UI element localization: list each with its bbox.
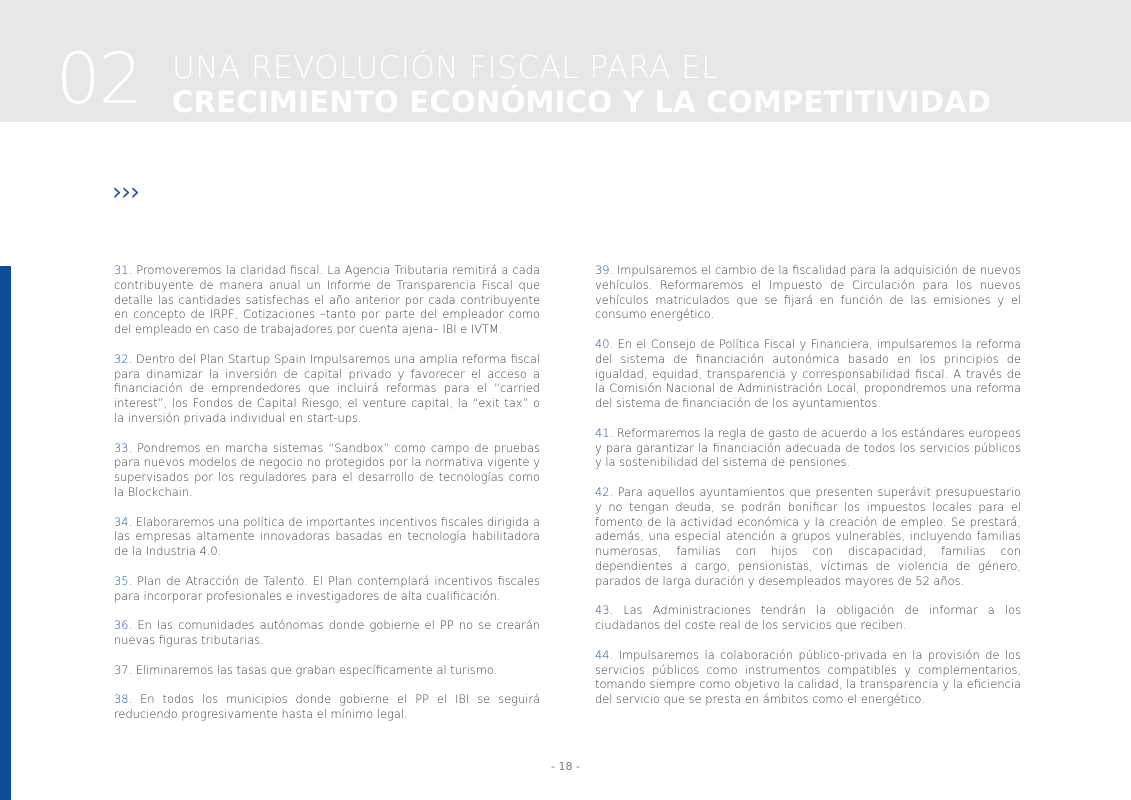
section-title-line-2: CRECIMIENTO ECONÓMICO Y LA COMPETITIVIDAD [172, 85, 992, 119]
item-number: 33. [114, 440, 133, 455]
section-title-line-1: UNA REVOLUCIÓN FISCAL PARA EL [172, 50, 720, 86]
list-item [114, 692, 540, 722]
list-item [114, 515, 540, 559]
list-item [114, 618, 540, 648]
item-text: Impulsaremos el cambio de la fiscalidad para la adquisición de nuevos vehículos. Reformaremos el Impuesto de Circulación para los nuevos vehículos matriculados que se fijará en función de las emisiones y el consumo energético. [595, 263, 1021, 322]
page-number: - 18 - [551, 760, 580, 773]
right-column [595, 263, 1021, 722]
list-item [595, 337, 1021, 411]
list-item [114, 574, 540, 604]
list-item [114, 263, 540, 337]
item-text: Para aquellos ayuntamientos que presenten superávit presupuestario y no tengan deuda, se podrán bonificar los impuestos locales para el fomento de la actividad económica y la creación de empleo. Se prestará, además, una especial atención a grupos vulnerables, incluyendo familias numerosas, familias con hijos con discapacidad, familias con dependientes a cargo, pensionistas, víctimas de violencia de género, parados de larga duración y desempleados mayores de 52 años. [595, 484, 1022, 588]
list-item [114, 352, 540, 426]
item-text: Promoveremos la claridad fiscal. La Agencia Tributaria remitirá a cada contribuyente de manera anual un Informe de Transparencia Fiscal que detalle las cantidades satisfechas el año anterior por cada contribuyente en concepto de IRPF, Cotizaciones –tanto por parte del empleador como del empleado en caso de trabajadores por cuenta ajena– IBI e IVTM. [114, 263, 540, 337]
list-item [595, 603, 1021, 633]
list-item [595, 263, 1021, 322]
section-number: 02 [56, 38, 142, 120]
item-text: En todos los municipios donde gobierne el PP el IBI se seguirá reduciendo progresivamente hasta el mínimo legal. [114, 692, 540, 721]
side-accent-bar [0, 266, 11, 800]
list-item [114, 441, 540, 500]
item-text: Las Administraciones tendrán la obligación de informar a los ciudadanos del coste real de los servicios que reciben. [595, 603, 1022, 633]
item-text: En el Consejo de Política Fiscal y Financiera, impulsaremos la reforma del sistema de financiación autonómica basado en los principios de igualdad, equidad, transparencia y corresponsabilidad fiscal. A través de la Comisión Nacional de Administración Local, propondremos una reforma del sistema de financiación de los ayuntamientos. [595, 336, 1022, 411]
item-number: 42. [595, 484, 614, 499]
item-number: 34. [114, 514, 133, 529]
item-number: 41. [595, 425, 614, 440]
list-item [595, 485, 1021, 589]
page-header [0, 0, 1131, 122]
item-number: 32. [114, 351, 133, 366]
chevrons-icon: ››› [112, 177, 139, 206]
item-text: Impulsaremos la colaboración público-privada en la provisión de los servicios públicos como instrumentos compatibles y complementarios, tomando siempre como objetivo la calidad, la transparencia y la eficiencia del servicio que se presta en ámbitos como el energético. [595, 647, 1022, 707]
list-item [114, 663, 540, 678]
item-number: 35. [114, 573, 133, 588]
item-text: Elaboraremos una política de importantes incentivos fiscales dirigida a las empresas altamente innovadoras basadas en tecnología habilitadora de la Industria 4.0. [114, 514, 540, 559]
list-item [595, 426, 1021, 470]
item-text: Pondremos en marcha sistemas “Sandbox” como campo de pruebas para nuevos modelos de negocio no protegidos por la normativa vigente y supervisados por los reguladores para el desarrollo de tecnologías como la Blockchain. [114, 440, 540, 499]
item-number: 44. [595, 647, 614, 662]
item-text: En las comunidades autónomas donde gobierne el PP no se crearán nuevas figuras tributarias. [114, 618, 540, 647]
list-item [595, 648, 1021, 707]
item-number: 40. [595, 336, 614, 351]
left-column [114, 263, 540, 737]
item-number: 43. [595, 603, 614, 618]
item-number: 38. [114, 692, 133, 707]
item-text: Dentro del Plan Startup Spain Impulsaremos una amplia reforma fiscal para dinamizar la inversión de capital privado y favorecer el acceso a financiación de emprendedores que incluirá reformas para el “carried interest”, los Fondos de Capital Riesgo, el venture capital, la “exit tax” o la inversión privada individual en start-ups. [114, 351, 540, 425]
item-text: Plan de Atracción de Talento. El Plan contemplará incentivos fiscales para incorporar profesionales e investigadores de alta cualificación. [114, 573, 540, 603]
item-number: 39. [595, 263, 614, 277]
item-number: 36. [114, 618, 133, 633]
item-number: 31. [114, 263, 133, 277]
item-number: 37. [114, 662, 133, 677]
item-text: Reformaremos la regla de gasto de acuerdo a los estándares europeos y para garantizar la financiación adecuada de todos los servicios públicos y la sostenibilidad del sistema de pensiones. [595, 425, 1021, 470]
item-text: Eliminaremos las tasas que graban específicamente al turismo. [135, 662, 498, 677]
